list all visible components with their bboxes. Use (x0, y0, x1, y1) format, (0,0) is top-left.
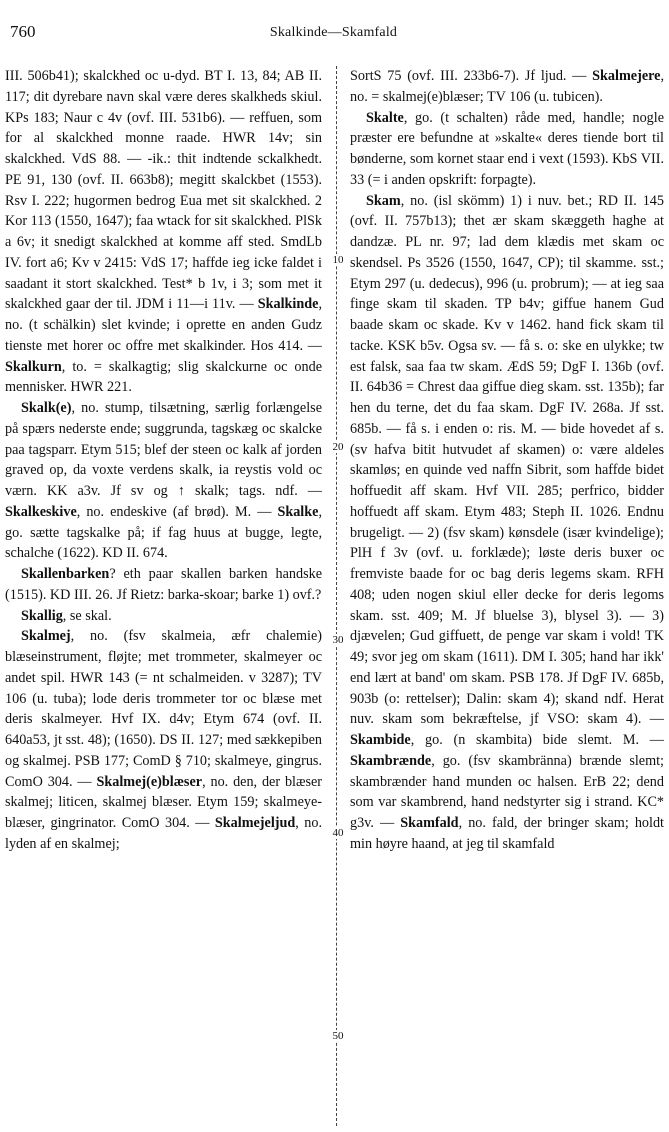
column-divider (336, 66, 337, 1126)
entry-text: , no. endeskive (af brød). M. — (76, 503, 278, 520)
line-number-50: 50 (327, 1030, 349, 1042)
entry-text: III. 506b41); skalckhed oc u-dyd. BT I. 13, 84; AB II. 117; dit dyrebare navn skal være deres skalkheds skiul. KPs 183; Naur c 4v (ovf. III. 531b6). — reffuen, som for al skalckhed monne raade. HWR 14v; sin skalckhed. VdS 88. — -ik.: thit indtende sckalkhedt. PE 91, 130 (ovf. II. 663b8); megitt skalckbet (1553). Rsv I. 222; hugormen bedrog Eua met sit skalckhed. 2 Kor 113 (1550, 1647); faa wtack for sit skalckhed. PlSk a 6v; it snedigt skalckhed at komme aff sted. SmdLb IV. fort a6; Kv v 2415: VdS 17; haffde ieg icke faldet i saadant it stort skalckhed. Test* b 1v, i 3; som met it skalckhed gaar der til. JDM i 11—i 11v. — (5, 68, 322, 313)
headword: Skalk(e) (21, 400, 72, 416)
entry-text: , no. (isl skömm) 1) i nuv. bet.; RD II. 145 (ovf. II. 757b13); thet ær skam skæggeth haghe at dandzæ. PL nr. 97; lad dem klædis met skam oc skendsel. Ps 3526 (1550, 1647, CP); til skamme. sst.; Etym 297 (u. dedecus), 996 (u. probrum); — at ieg saa finge skam til skaden. TP b4v; giffue hanem Gud baade skam oc skade. Kv v 1462. hand fick skam til tacke. KSK b5v. Ogsa sv. — få s. o: ske en ulykke; tw est falsk, saa faa tw skam. ÆdS 59; DgF I. 136b (ovf. II. 64b36 = Chrest daa giffue dieg skam. sst. 135b); far hen du terne, det du faa skam. DgF IV. 268a. Jf sst. 685b. — få s. i enden o: ris. M. — bide hovedet af s. (sv hafva bitit hutvudet af skamen) o: være aldeles skamløs; en quinde ved naffn Sibrit, som haffde bidet hoffuedit aff skam. Hvf VII. 285; perfrico, bidder hoffuedt aff skam. Etym 483; Steph II. 1026. Endnu brugeligt. — 2) (fsv skam) kønsdele (især kvindelige); PlH f 3v (ovf. u. forklæde); løste deris buxer oc fremviste baade for oc bag deris legems skam. RFH 408; uden nogen skiul eller decke for deris legoms skam. sst. 409; M. Jf bluelse 3), blysel 3). — 3) djævelen; Gud giffuett, de penge var skam i vold! TK 49; svor jeg om skam (1611). DM I. 305; hand har ikk' end lært at band' om skam. PSB 178. Jf DgF IV. 685b, 903b (o: rettelser); Dalin: skam 4); skand ndf. Herat nuv. skam som bekræftelse, jf VSO: skam 4). — (350, 192, 664, 728)
entry-text: , no. lyden af en skalmej; (5, 815, 322, 852)
headword: Skambide (350, 732, 411, 748)
entry-text: , no. = skalmej(e)blæser; TV 106 (u. tubicen). (350, 68, 664, 105)
line-number-10: 10 (327, 254, 349, 266)
headword: Skalkeskive (5, 503, 77, 520)
entry-text: , se skal. (62, 607, 112, 624)
headword: Skalke (277, 503, 319, 520)
entry-text: SortS 75 (ovf. III. 233b6-7). Jf ljud. — (350, 68, 593, 84)
entry-text: , to. = skalkagtig; slig skalckurne oc onde mennisker. HWR 221. (5, 358, 322, 396)
entry-paragraph (350, 191, 664, 855)
headword: Skalte (366, 109, 404, 126)
headword: Skambrænde (350, 752, 432, 769)
headword: Skalmej (21, 628, 71, 645)
entry-text: ? eth paar skallen barken handske (1515). KD III. 26. Jf Rietz: barka-skoar; barke 1) ovf.? (5, 566, 322, 603)
entry-text: , go. (t schalten) råde med, handle; nogle præster ere befundne at »skalte« deres tiende bort til bønderne, som kornet staar end i vext (1593). KbS VII. 33 (= i anden opskrift: forpagte). (350, 109, 664, 188)
entry-text: , go. (n skambita) bide slemt. M. — (410, 732, 664, 748)
entry-paragraph (350, 108, 664, 191)
entry-paragraph (5, 564, 322, 606)
headword: Skamfald (400, 815, 459, 831)
right-column (350, 66, 664, 1126)
line-number-40: 40 (327, 827, 349, 839)
entry-text: , no. den, der blæser skalmej; liticen, skalmej blæser. Etym 159; skalmeye-blæser, gingrinator. ComO 304. — (5, 773, 322, 831)
headword: Skalkinde (257, 296, 319, 313)
entry-text: , no. (t schälkin) slet kvinde; i oprette en anden Gudz tienste met horer oc offre met skalkinder. Hos 414. — (5, 296, 322, 354)
entry-text: , go. sætte tagskalke på; if fag huus at bugge, legte, schalche (1622). KD II. 674. (5, 503, 322, 562)
headword: Skalmej(e)blæser (96, 773, 203, 790)
entry-paragraph (5, 66, 322, 398)
entry-paragraph (350, 66, 664, 108)
entry-text: , go. (fsv skambränna) brænde slemt; skambrænder hand munden oc halsen. ErB 22; dend som var skambrend, hand nedstyrter sig i strand. KC* g3v. — (350, 752, 664, 831)
page-number: 760 (10, 22, 36, 41)
headword: Skalkurn (5, 358, 62, 375)
headword: Skam (366, 192, 401, 209)
entry-paragraph (5, 626, 322, 854)
entry-paragraph (5, 606, 322, 627)
headword: Skallig (21, 607, 63, 624)
headword: Skalmejelјud (214, 815, 296, 831)
entry-paragraph (5, 398, 322, 564)
entry-text: , no. stump, tilsætning, særlig forlængelse på spærs nederste ende; suggrunda, tagskæg oc skalcke paa tagsparr. Etym 515; blef der steen oc kalk af jorden graved op, da voxte verdens skalk, ia reystis vold oc værn. KK a3v. Jf sv og ↑ skalk; tags. ndf. — (5, 400, 322, 499)
page-header (10, 22, 657, 46)
line-number-30: 30 (327, 634, 349, 646)
headword: Skallenbarken (21, 566, 110, 582)
left-column (5, 66, 322, 1126)
entry-text: , no. (fsv skalmeia, æfr chalemie) blæseinstrument, fløjte; met trommeter, skalmeyer oc andet spil. HWR 143 (= nt schalmeiden. v 3287); TV 106 (u. tuba); lode deris trommeter tor oc blæse met deris skalmeyer. Hvf IX. d4v; Etym 674 (ovf. II. 640a53, jt sst. 48); (1650). DS II. 127; med sækkepiben og skalmej. PSB 177; ComD § 710; skalmeye, gingrus. ComO 304. — (5, 628, 322, 790)
running-head: Skalkinde—Skamfald (269, 25, 398, 40)
entry-text: , no. fald, der bringer skam; holdt min høyre haand, at jeg til skamfald (350, 815, 664, 852)
headword: Skalmejere (592, 68, 661, 84)
line-number-20: 20 (327, 441, 349, 453)
